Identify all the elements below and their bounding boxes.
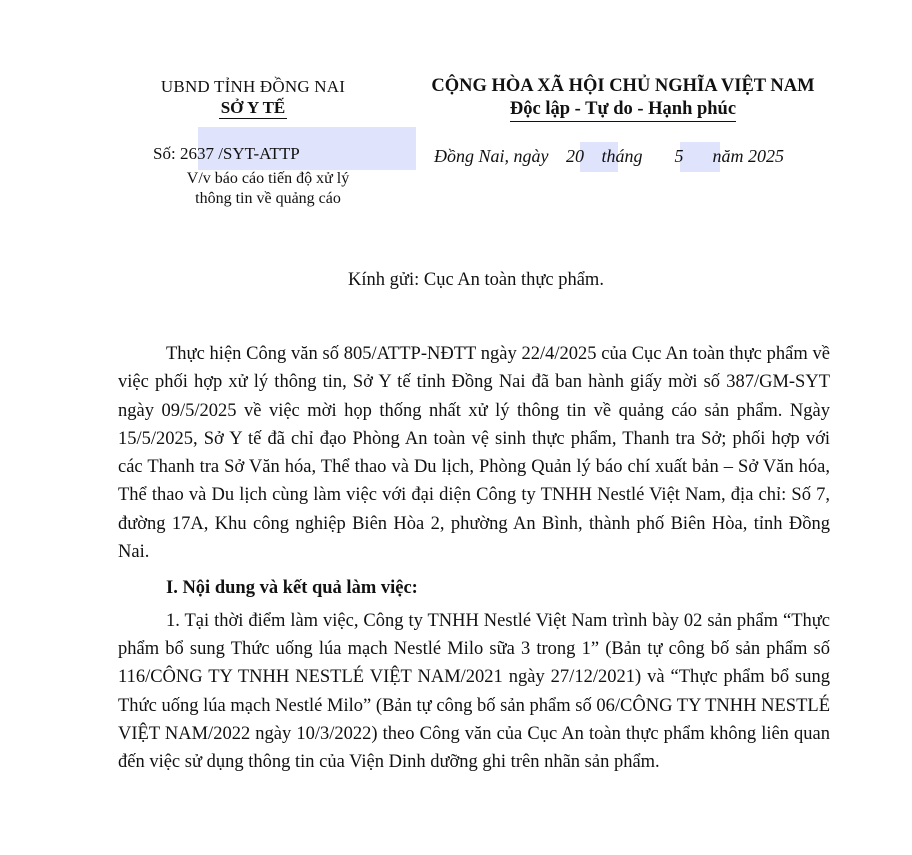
item-1-paragraph: 1. Tại thời điểm làm việc, Công ty TNHH Nestlé Việt Nam trình bày 02 sản phẩm “Thực phẩm bổ sung Thức uống lúa mạch Nestlé Milo sữa 3 trong 1” (Bản tự công bố sản phẩm số 116/CÔNG TY TNHH NESTLÉ VIỆT NAM/2021 ngày 27/12/2021) và “Thực phẩm bổ sung Thức uống lúa mạch Nestlé Milo” (Bản tự công bố sản phẩm số 06/CÔNG TY TNHH NESTLÉ VIỆT NAM/2022 ngày 10/3/2022) theo Công văn của Cục An toàn thực phẩm không liên quan đến việc sử dụng thông tin của Viện Dinh dưỡng ghi trên nhãn sản phẩm. — [118, 610, 830, 773]
date-month: 5 — [674, 146, 684, 166]
department-name: SỞ Y TẾ — [220, 98, 286, 117]
subject-line-2: thông tin về quảng cáo — [195, 190, 341, 207]
subject-line-1: V/v báo cáo tiến độ xử lý — [186, 170, 350, 187]
doc-number-suffix: /SYT-ATTP — [218, 144, 300, 163]
date-year: năm 2025 — [712, 146, 784, 166]
issue-date — [434, 144, 784, 168]
document-subject — [143, 169, 393, 209]
nation-title: CỘNG HÒA XÃ HỘI CHỦ NGHĨA VIỆT NAM — [431, 76, 815, 96]
date-day: 20 — [566, 146, 584, 166]
document-body — [118, 340, 830, 776]
section-heading: I. Nội dung và kết quả làm việc: — [166, 578, 418, 599]
recipient-line: Kính gửi: Cục An toàn thực phẩm. — [348, 270, 604, 290]
national-motto: Độc lập - Tự do - Hạnh phúc — [510, 97, 736, 122]
doc-number-value: 2637 — [179, 144, 214, 163]
national-header — [398, 75, 848, 122]
issuing-authority — [118, 77, 388, 119]
document-number — [153, 144, 393, 164]
date-place: Đồng Nai, ngày — [434, 146, 549, 166]
date-month-label: tháng — [601, 146, 643, 166]
doc-number-label: Số: — [153, 144, 176, 163]
agency-name: UBND TỈNH ĐỒNG NAI — [160, 77, 346, 96]
intro-paragraph: Thực hiện Công văn số 805/ATTP-NĐTT ngày 22/4/2025 của Cục An toàn thực phẩm về việc phối hợp xử lý thông tin, Sở Y tế tỉnh Đồng Nai đã ban hành giấy mời số 387/GM-SYT ngày 09/5/2025 về việc mời họp thống nhất xử lý thông tin về quảng cáo sản phẩm. Ngày 15/5/2025, Sở Y tế đã chỉ đạo Phòng An toàn vệ sinh thực phẩm, Thanh tra Sở; phối hợp với các Thanh tra Sở Văn hóa, Thể thao và Du lịch, Phòng Quản lý báo chí xuất bản – Sở Văn hóa, Thể thao và Du lịch cùng làm việc với đại diện Công ty TNHH Nestlé Việt Nam, địa chỉ: Số 7, đường 17A, Khu công nghiệp Biên Hòa 2, phường An Bình, thành phố Biên Hòa, tỉnh Đồng Nai. — [118, 344, 830, 563]
